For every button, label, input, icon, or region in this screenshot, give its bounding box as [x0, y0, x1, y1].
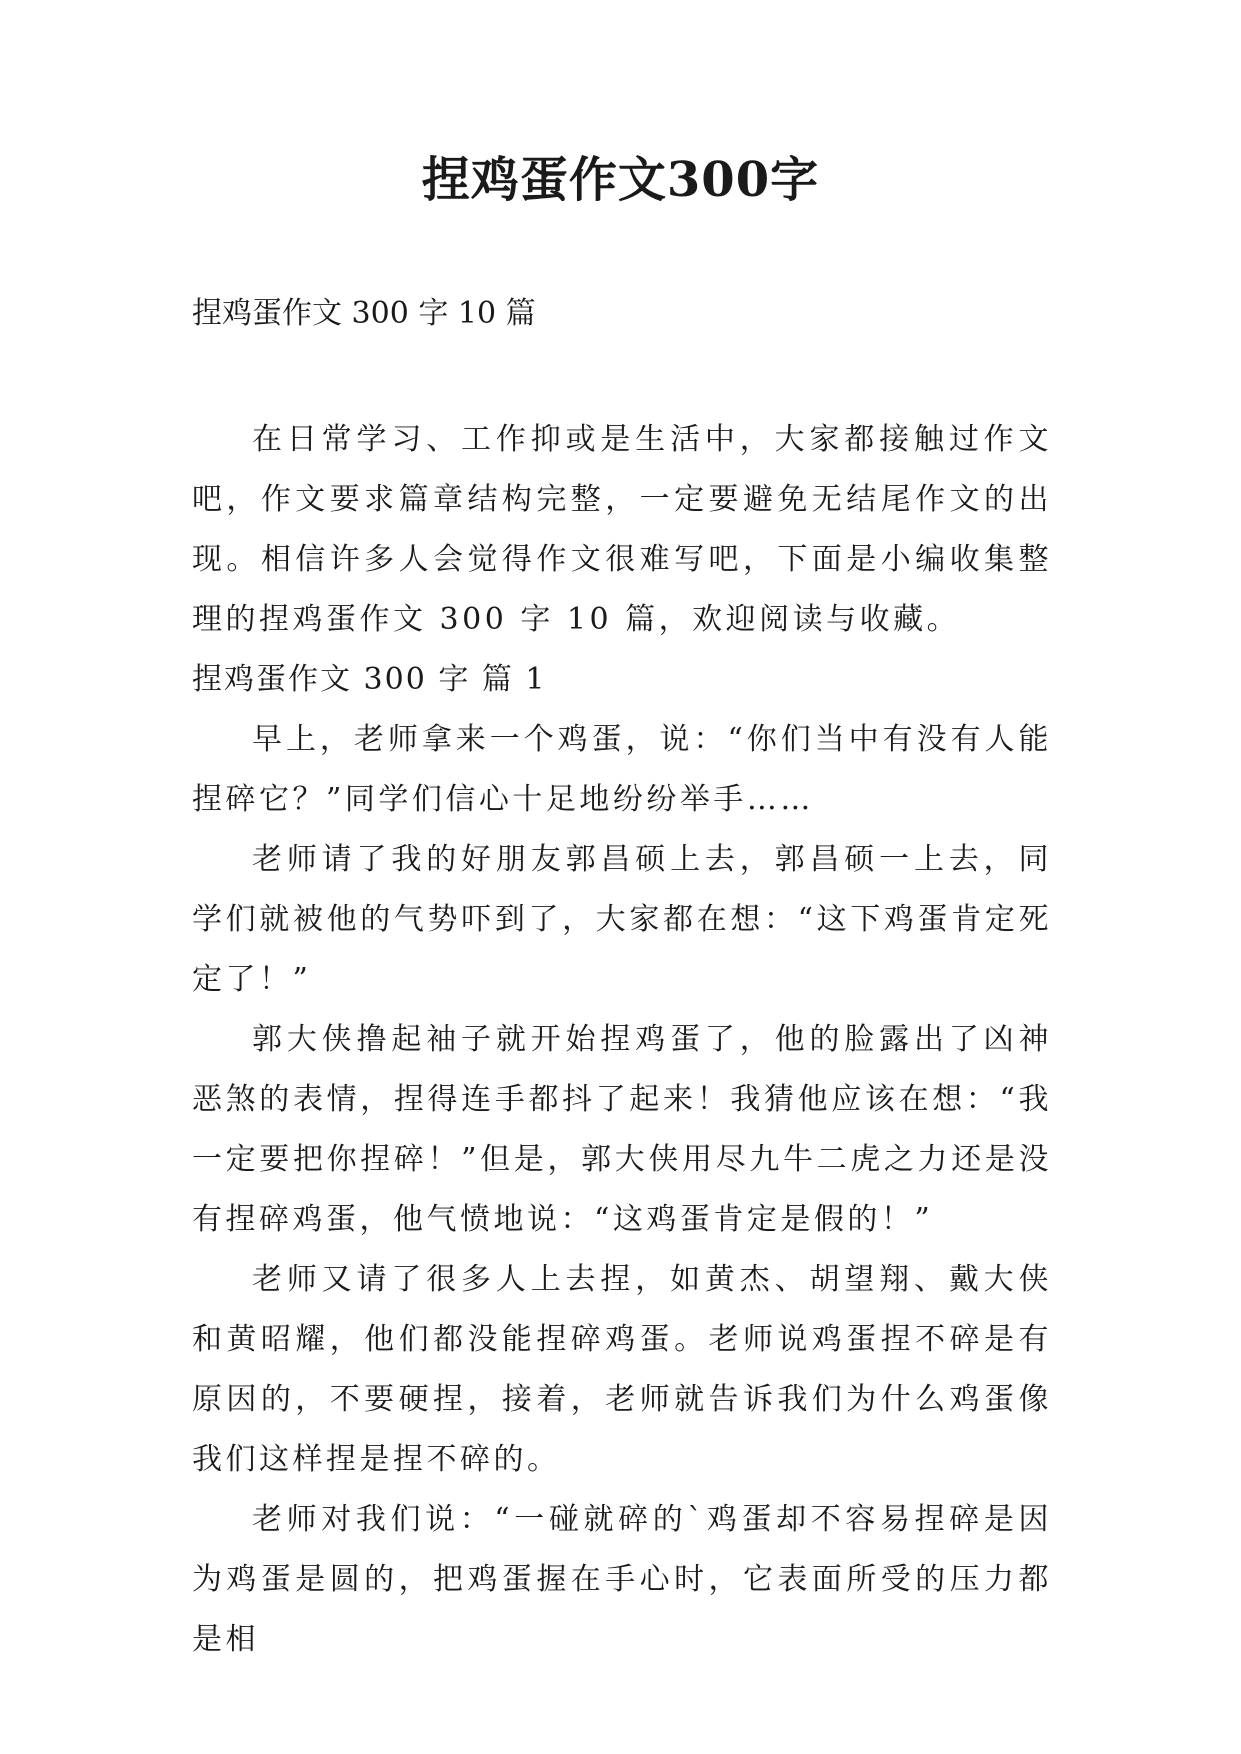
body-paragraph: 郭大侠撸起袖子就开始捏鸡蛋了，他的脸露出了凶神恶煞的表情，捏得连手都抖了起来！我猜他应该在想：“我一定要把你捏碎！”但是，郭大侠用尽九牛二虎之力还是没有捏碎鸡蛋，他气愤地说：“这鸡蛋肯定是假的！” — [192, 1022, 1052, 1237]
body-paragraph: 老师请了我的好朋友郭昌硕上去，郭昌硕一上去，同学们就被他的气势吓到了，大家都在想：“这下鸡蛋肯定死定了！” — [192, 842, 1052, 997]
document-body — [192, 410, 1052, 1670]
intro-paragraph: 在日常学习、工作抑或是生活中，大家都接触过作文吧，作文要求篇章结构完整，一定要避免无结尾作文的出现。相信许多人会觉得作文很难写吧，下面是小编收集整理的捏鸡蛋作文 300 字 10 篇，欢迎阅读与收藏。 — [192, 422, 1052, 637]
document-subtitle: 捏鸡蛋作文 300 字 10 篇 — [192, 296, 536, 331]
body-paragraph: 老师对我们说：“一碰就碎的`鸡蛋却不容易捏碎是因为鸡蛋是圆的，把鸡蛋握在手心时，它表面所受的压力都是相 — [192, 1502, 1052, 1657]
body-paragraph: 早上，老师拿来一个鸡蛋，说：“你们当中有没有人能捏碎它？”同学们信心十足地纷纷举手…… — [192, 722, 1052, 817]
section-heading: 捏鸡蛋作文 300 字 篇 1 — [192, 662, 547, 697]
document-title: 捏鸡蛋作文300字 — [421, 152, 820, 208]
body-paragraph: 老师又请了很多人上去捏，如黄杰、胡望翔、戴大侠和黄昭耀，他们都没能捏碎鸡蛋。老师说鸡蛋捏不碎是有原因的，不要硬捏，接着，老师就告诉我们为什么鸡蛋像我们这样捏是捏不碎的。 — [192, 1262, 1052, 1477]
